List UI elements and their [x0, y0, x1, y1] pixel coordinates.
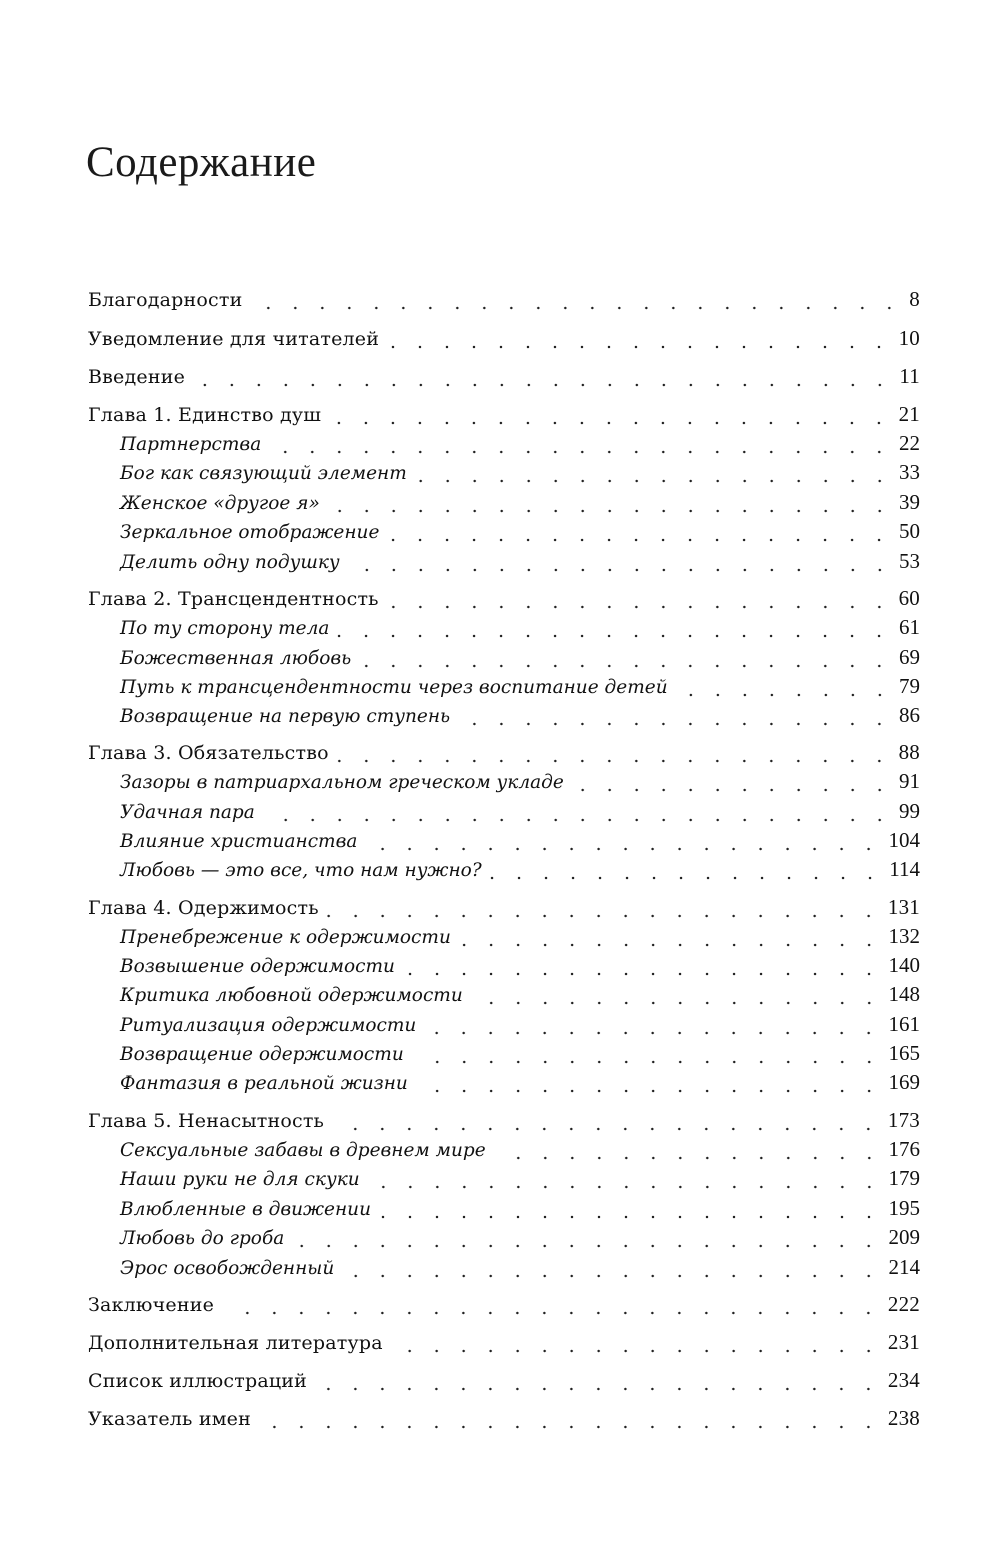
toc-section[interactable]	[120, 1070, 920, 1100]
toc-chapter-1[interactable]	[88, 402, 920, 432]
toc-section[interactable]	[120, 1255, 920, 1285]
toc-entry-title: Фантазия в реальной жизни	[120, 1073, 408, 1094]
page-title: Содержание	[86, 139, 317, 186]
toc-entry-title: Заключение	[88, 1294, 215, 1316]
toc-entry-title: Эрос освобожденный	[120, 1258, 335, 1279]
dot-leader	[387, 538, 893, 542]
toc-entry-title: Введение	[88, 366, 186, 388]
dot-leader	[337, 759, 893, 763]
toc-section[interactable]	[120, 857, 920, 887]
toc-entry-title: Пренебрежение к одержимости	[120, 927, 451, 948]
toc-entry-title: Женское «другое я»	[120, 493, 320, 514]
toc-entry-title: Благодарности	[88, 289, 243, 311]
toc-chapter-4[interactable]	[88, 895, 920, 925]
toc-entry-title: Возвращение одержимости	[120, 1044, 404, 1065]
toc-entry-title: Сексуальные забавы в древнем мире	[120, 1140, 486, 1161]
toc-entry-page: 209	[888, 1225, 920, 1249]
dot-leader	[193, 383, 893, 387]
toc-entry-title: Список иллюстраций	[88, 1370, 307, 1392]
toc-entry-page: 99	[899, 799, 920, 823]
dot-leader	[416, 1089, 883, 1093]
toc-entry-title: Влюбленные в движении	[120, 1199, 371, 1220]
dot-leader	[222, 1311, 882, 1315]
toc-section[interactable]	[120, 828, 920, 858]
toc-entry-title: Удачная пара	[120, 802, 255, 823]
dot-leader	[412, 1060, 883, 1064]
toc-entry-introduction[interactable]	[88, 364, 920, 394]
dot-leader	[337, 634, 893, 638]
toc-section[interactable]	[120, 460, 920, 490]
toc-entry-title: Влияние христианства	[120, 831, 358, 852]
toc-chapter-5[interactable]	[88, 1108, 920, 1138]
toc-section[interactable]	[120, 615, 920, 645]
toc-entry-page: 148	[888, 982, 920, 1006]
dot-leader	[494, 1156, 883, 1160]
dot-leader	[471, 1001, 883, 1005]
toc-entry-title: Возвращение на первую ступень	[120, 706, 451, 727]
toc-section[interactable]	[120, 1225, 920, 1255]
toc-entry-name-index[interactable]	[88, 1406, 920, 1436]
toc-section[interactable]	[120, 1137, 920, 1167]
toc-entry-title: Наши руки не для скуки	[120, 1169, 360, 1190]
toc-entry-title: Партнерства	[120, 434, 262, 455]
toc-entry-page: 179	[888, 1166, 920, 1190]
toc-section[interactable]	[120, 1012, 920, 1042]
dot-leader	[387, 345, 892, 349]
dot-leader	[676, 693, 893, 697]
toc-entry-title: Ритуализация одержимости	[120, 1015, 417, 1036]
dot-leader	[365, 847, 882, 851]
toc-section[interactable]	[120, 769, 920, 799]
dot-leader	[292, 1244, 882, 1248]
toc-entry-page: 176	[888, 1137, 920, 1161]
toc-entry-further-reading[interactable]	[88, 1330, 920, 1360]
toc-entry-title: Делить одну подушку	[120, 552, 340, 573]
dot-leader	[379, 1215, 883, 1219]
toc-entry-page: 231	[887, 1330, 920, 1354]
toc-entry-title: Уведомление для читателей	[88, 328, 380, 350]
toc-entry-illustrations[interactable]	[88, 1368, 920, 1398]
dot-leader	[269, 450, 893, 454]
toc-entry-page: 214	[888, 1255, 920, 1279]
toc-entry-title: Возвышение одержимости	[120, 956, 395, 977]
toc-chapter-2[interactable]	[88, 586, 920, 616]
dot-leader	[329, 421, 892, 425]
toc-entry-page: 86	[899, 703, 920, 727]
dot-leader	[328, 509, 893, 513]
toc-section[interactable]	[120, 519, 920, 549]
toc-entry-page: 114	[889, 857, 920, 881]
toc-entry-title: Указатель имен	[88, 1408, 251, 1430]
toc-entry-page: 140	[888, 953, 920, 977]
toc-entry-title: Глава 4. Одержимость	[88, 897, 319, 919]
toc-entry-page: 39	[899, 490, 920, 514]
toc-entry-page: 222	[887, 1292, 920, 1316]
toc-entry-page: 79	[899, 674, 920, 698]
toc-entry-title: Любовь до гроба	[120, 1228, 285, 1249]
toc-entry-page: 8	[909, 287, 920, 311]
toc-entry-page: 195	[888, 1196, 920, 1220]
toc-entry-page: 69	[899, 645, 920, 669]
toc-entry-page: 104	[888, 828, 920, 852]
toc-entry-page: 33	[899, 460, 920, 484]
toc-entry-title: Глава 5. Ненасытность	[88, 1110, 325, 1132]
toc-section[interactable]	[120, 924, 920, 954]
dot-leader	[327, 914, 882, 918]
dot-leader	[403, 972, 883, 976]
toc-entry-title: Глава 1. Единство душ	[88, 404, 322, 426]
toc-entry-page: 131	[887, 895, 920, 919]
dot-leader	[259, 1425, 882, 1429]
dot-leader	[391, 1349, 882, 1353]
toc-entry-page: 10	[898, 326, 920, 350]
dot-leader	[387, 605, 893, 609]
toc-section[interactable]	[120, 490, 920, 520]
toc-section[interactable]	[120, 549, 920, 579]
toc-section[interactable]	[120, 645, 920, 675]
dot-leader	[348, 568, 893, 572]
dot-leader	[332, 1127, 882, 1131]
toc-entry-page: 132	[888, 924, 920, 948]
toc-entry-page: 238	[887, 1406, 920, 1430]
toc-entry-page: 169	[888, 1070, 920, 1094]
toc-entry-notice[interactable]	[88, 326, 920, 356]
dot-leader	[572, 788, 893, 792]
dot-leader	[424, 1031, 882, 1035]
toc-entry-page: 11	[899, 364, 920, 388]
toc-entry-page: 22	[899, 431, 920, 455]
toc-entry-page: 53	[899, 549, 920, 573]
toc-chapter-3[interactable]	[88, 740, 920, 770]
toc-entry-page: 161	[888, 1012, 920, 1036]
toc-entry-title: Зеркальное отображение	[120, 522, 380, 543]
toc-entry-page: 60	[898, 586, 920, 610]
toc-entry-title: Бог как связующий элемент	[120, 463, 407, 484]
toc-entry-title: Критика любовной одержимости	[120, 985, 463, 1006]
dot-leader	[368, 1185, 883, 1189]
toc-section[interactable]	[120, 953, 920, 983]
toc-entry-page: 50	[899, 519, 920, 543]
dot-leader	[490, 876, 884, 880]
toc-entry-title: Глава 3. Обязательство	[88, 742, 329, 764]
toc-entry-page: 91	[899, 769, 920, 793]
dot-leader	[459, 943, 883, 947]
toc-entry-title: Божественная любовь	[120, 648, 352, 669]
toc-entry-title: По ту сторону тела	[120, 618, 330, 639]
toc-entry-title: Дополнительная литература	[88, 1332, 383, 1354]
dot-leader	[250, 306, 903, 310]
toc-entry-title: Путь к трансцендентности через воспитание детей	[120, 677, 668, 698]
dot-leader	[263, 818, 893, 822]
toc-entry-conclusion[interactable]	[88, 1292, 920, 1322]
dot-leader	[342, 1274, 882, 1278]
dot-leader	[315, 1387, 882, 1391]
toc-entry-page: 234	[887, 1368, 920, 1392]
toc-section[interactable]	[120, 703, 920, 733]
toc-section[interactable]	[120, 1166, 920, 1196]
dot-leader	[415, 479, 893, 483]
toc-entry-page: 21	[898, 402, 920, 426]
toc-entry-acknowledgements[interactable]	[88, 287, 920, 317]
toc-entry-title: Глава 2. Трансцендентность	[88, 588, 379, 610]
toc-section[interactable]	[120, 799, 920, 829]
toc-section[interactable]	[120, 982, 920, 1012]
dot-leader	[359, 664, 893, 668]
toc-section[interactable]	[120, 1041, 920, 1071]
toc-entry-page: 61	[899, 615, 920, 639]
toc-section[interactable]	[120, 674, 920, 704]
toc-entry-title: Зазоры в патриархальном греческом укладе	[120, 772, 564, 793]
toc-section[interactable]	[120, 1196, 920, 1226]
toc-section[interactable]	[120, 431, 920, 461]
toc-entry-page: 88	[898, 740, 920, 764]
dot-leader	[458, 722, 893, 726]
toc-entry-page: 165	[888, 1041, 920, 1065]
toc-entry-page: 173	[887, 1108, 920, 1132]
toc-entry-title: Любовь — это все, что нам нужно?	[120, 860, 482, 881]
